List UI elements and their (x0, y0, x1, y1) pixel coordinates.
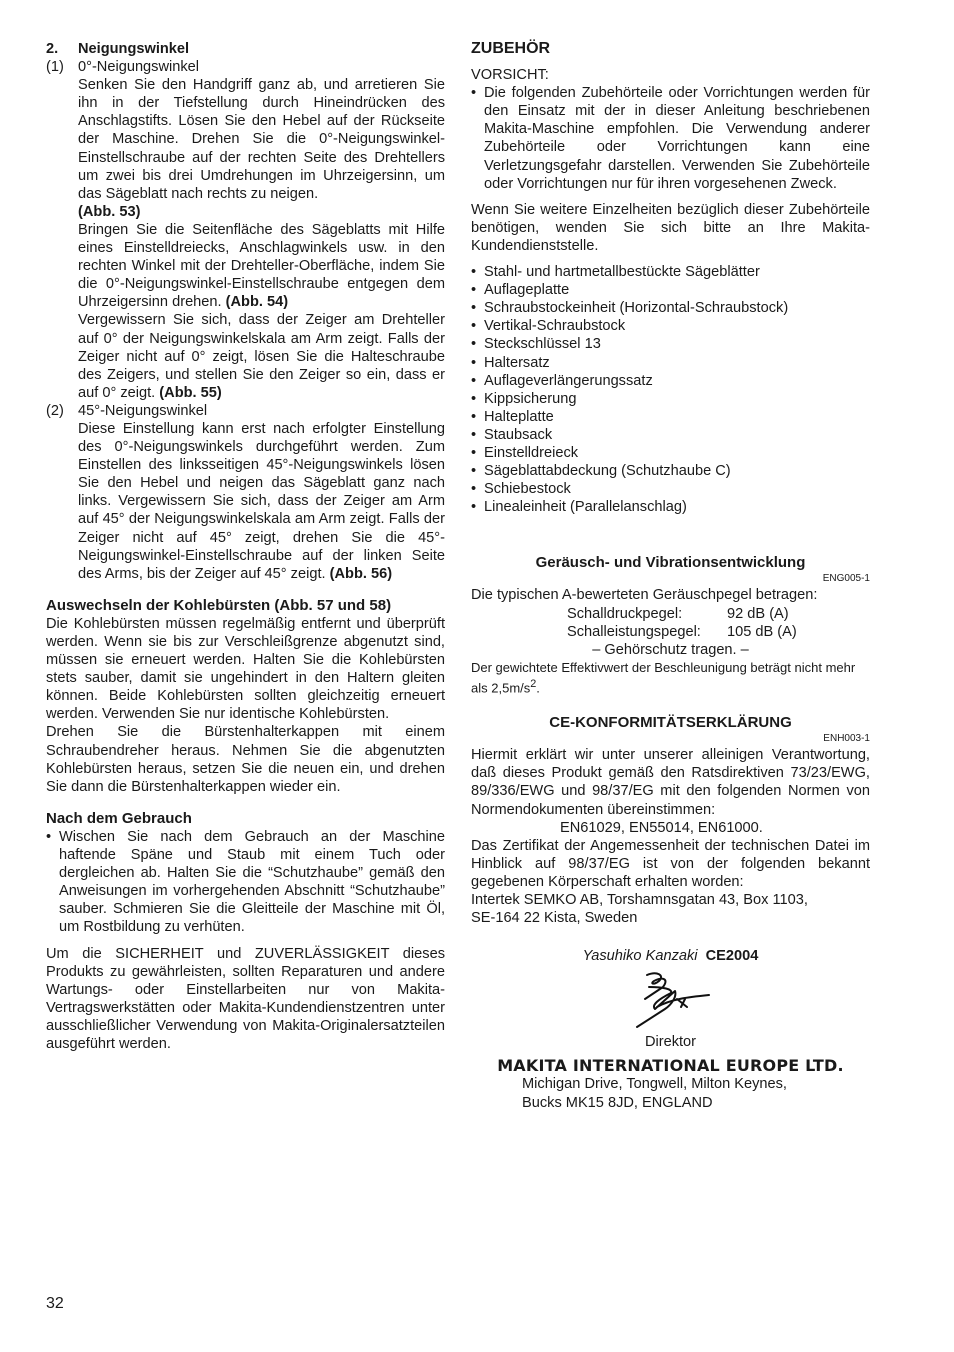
list-item (46, 828, 445, 937)
accessory-item: • Schiebestock (471, 480, 870, 498)
paragraph: Hiermit erklärt wir unter unserer alleinigen Verantwortung, daß dieses Produkt gemäß den Ratsdirektiven 73/23/EWG, 89/336/EWG und 98/37/EG mit den folgenden Normen von Normendokumenten übereinstimmen: (471, 747, 870, 818)
paragraph: Wenn Sie weitere Einzelheiten bezüglich dieser Zubehörteile benötigen, wenden Sie sich bitte an Ihre Makita-Kundendienststelle. (471, 201, 870, 254)
figure-ref: (Abb. 53) (78, 203, 141, 220)
accessory-item: • Einstelldreieck (471, 444, 870, 462)
company-name: MAKITA INTERNATIONAL EUROPE LTD. (497, 1056, 844, 1076)
accessories-list (471, 263, 870, 516)
accessory-item: • Stahl- und hartmetallbestückte Sägeblätter (471, 263, 870, 281)
vibration-note (471, 659, 870, 696)
spec-label: Schalleistungspegel: (567, 623, 701, 640)
signer-name: Yasuhiko Kanzaki (582, 948, 698, 965)
subsection-label: 45°-Neigungswinkel (78, 402, 208, 419)
accessory-item: • Vertikal-Schraubstock (471, 317, 870, 335)
paragraph (46, 311, 445, 401)
doc-code: ENG005-1 (822, 573, 870, 585)
accessory-item: • Auflageverlängerungssatz (471, 372, 870, 390)
section-2-heading (46, 40, 445, 58)
address-line: Bucks MK15 8JD, ENGLAND (522, 1094, 713, 1111)
norms: EN61029, EN55014, EN61000. (560, 819, 763, 836)
vibration-exponent: 2 (530, 677, 537, 690)
spec-label: Schalldruckpegel: (567, 605, 683, 622)
hearing-note: – Gehörschutz tragen. – (592, 641, 749, 658)
sound-power-row (471, 623, 870, 641)
accessory-item: • Sägeblattabdeckung (Schutzhaube C) (471, 462, 870, 480)
accessories-heading: ZUBEHÖR (471, 40, 551, 57)
paragraph-text: Vergewissern Sie sich, dass der Zeiger am Drehteller auf 0° der Neigungswinkelskala am Arm zeigt. Falls der Zeiger nicht auf 0° zeigt, lösen Sie die Halteschraube des Zeigers, und stellen Sie den Zeiger so ein, dass er auf 0° zeigt. (78, 312, 445, 401)
vibration-end: . (536, 680, 540, 696)
brushes-heading: Auswechseln der Kohlebürsten (Abb. 57 und 58) (46, 596, 392, 614)
caution-list (471, 84, 870, 193)
figure-ref: (Abb. 54) (225, 294, 289, 311)
paragraph: Die Kohlebürsten müssen regelmäßig entfernt und überprüft werden. Wenn sie bis zur Verschleißgrenze abgenutzt sind, müssen sie erneuert werden. Halten Sie die Kohlebürsten stets sauber, damit sie ungehindert in den Haltern gleiten können. Beide Kohlebürsten sollten gleichzeitig erneuert werden. Verwenden Sie nur identische Kohlebürsten. (46, 615, 445, 723)
vibration-text: Der gewichtete Effektivwert der Beschleunigung beträgt nicht mehr als 2,5 (471, 659, 856, 696)
notified-body-line: SE-164 22 Kista, Sweden (471, 910, 638, 927)
paragraph: Das Zertifikat der Angemessenheit der technischen Datei im Hinblick auf 98/37/EG ist von der folgenden bekannt gegebenen Körperschaft erhalten worden: (471, 837, 870, 890)
doc-code: ENH003-1 (823, 733, 870, 745)
list-item (471, 84, 870, 193)
role: Direktor (644, 1034, 697, 1051)
accessory-item: • Kippsicherung (471, 390, 870, 408)
paragraph-text: Diese Einstellung kann erst nach erfolgter Einstellung des 0°-Neigungswinkels durchgeführt werden. Zum Einstellen des linksseitigen 45°-Neigungswinkels lösen Sie den Hebel und neigen das Sägeblatt ganz nach links. Vergewissern Sie sich, dass der Zeiger am Arm auf 45° der Neigungswinkelskala am Arm zeigt. Falls der Zeiger nicht auf 45° zeigt, drehen Sie die 45°-Neigungswinkel-Einstellschraube auf der linken Seite des Arms, bis der Zeiger auf 45° zeigt. (78, 420, 445, 582)
paragraph (46, 221, 445, 311)
after-use-heading: Nach dem Gebrauch (46, 809, 192, 827)
accessory-item: • Haltersatz (471, 354, 870, 372)
subsection-number: (1) (46, 59, 64, 76)
paragraph-text: Bringen Sie die Seitenfläche des Sägeblatts mit Hilfe eines Einstelldreiecks, Anschlagwinkels usw. in den rechten Winkel mit der Drehteller-Oberfläche, indem Sie die 0°-Neigungswinkel-Einstellschraube entgegen dem Uhrzeigersinn drehen. (78, 221, 445, 311)
paragraph: Drehen Sie die Bürstenhalterkappen mit einem Schraubendreher heraus. Nehmen Sie die abgenutzten Kohlebürsten heraus, setzen Sie die neuen ein, und drehen Sie dann die Bürstenhalterkappen wieder ein. (46, 724, 445, 795)
paragraph: Um die SICHERHEIT und ZUVERLÄSSIGKEIT dieses Produkts zu gewährleisten, sollten Reparaturen und andere Wartungs- oder Einstellarbeiten nur von Makita-Vertragswerkstätten oder Makita-Kundendienstzentren unter ausschließlicher Verwendung von Makita-Originalersatzteilen ausgeführt werden. (46, 945, 445, 1052)
accessory-item: • Halteplatte (471, 408, 870, 426)
figure-ref: (Abb. 56) (329, 565, 393, 582)
signature (471, 969, 870, 1033)
subsection-2-heading (46, 402, 445, 420)
figure-ref: (Abb. 55) (159, 384, 222, 401)
list-item-text: • Die folgenden Zubehörteile oder Vorrichtungen werden für den Einsatz mit der in dieser Anleitung beschriebenen Makita-Maschine empfohlen. Die Verwendung anderer Zubehörteile oder Vorrichtungen kann eine Verletzungsgefahr darstellen. Verwenden Sie Zubehörteile oder Vorrichtungen nur für ihren vorgesehenen Zweck. (484, 85, 870, 192)
signature-icon (629, 969, 713, 1031)
subsection-label: 0°-Neigungswinkel (78, 59, 200, 76)
subsection-1-heading (46, 58, 445, 76)
accessory-item: • Auflageplatte (471, 281, 870, 299)
paragraph (46, 76, 445, 221)
list-item-text: • Wischen Sie nach dem Gebrauch an der Maschine haftende Späne und Staub mit einem Tuch oder dergleichen ab. Halten Sie die “Schutzhaube” gemäß den Anweisungen im vorhergehenden Abschnitt “Schutzhaube” sauber. Schmieren Sie die Gleitteile der Maschine mit Öl, um Rostbildung zu verhüten. (59, 828, 445, 936)
address-line: Michigan Drive, Tongwell, Milton Keynes, (522, 1076, 787, 1093)
accessory-item: • Schraubstockeinheit (Horizontal-Schraubstock) (471, 299, 870, 317)
subsection-number: (2) (46, 402, 64, 419)
page-number: 32 (46, 1295, 64, 1312)
spec-value: 105 dB (A) (727, 623, 797, 640)
ce-year: CE2004 (705, 948, 759, 965)
paragraph-text: Senken Sie den Handgriff ganz ab, und arretieren Sie ihn in der Tiefstellung durch Hineindrücken des Anschlagstifts. Lösen Sie den Hebel auf der Rückseite der Maschine. Drehen Sie die 0°-Neigungswinkel-Einstellschraube auf der rechten Seite des Drehtellers um zwei bis drei Umdrehungen im Uhrzeigersinn, um das Sägeblatt nach rechts zu neigen. (78, 77, 445, 202)
ce-heading: CE-KONFORMITÄTSERKLÄRUNG (549, 714, 792, 732)
accessory-item: • Staubsack (471, 426, 870, 444)
right-column (471, 40, 870, 1112)
signer-line (471, 947, 870, 965)
left-column (46, 40, 445, 1053)
paragraph (46, 420, 445, 583)
accessory-item: • Linealeinheit (Parallelanschlag) (471, 498, 870, 516)
after-use-list (46, 828, 445, 937)
sound-pressure-row (471, 605, 870, 623)
notified-body-line: Intertek SEMKO AB, Torshamnsgatan 43, Box 1103, (471, 891, 808, 908)
paragraph: Die typischen A-bewerteten Geräuschpegel betragen: (471, 587, 818, 604)
vibration-unit: m/s (509, 680, 531, 696)
noise-heading: Geräusch- und Vibrationsentwicklung (535, 554, 806, 572)
caution-label: VORSICHT: (471, 67, 549, 84)
section-title: Neigungswinkel (78, 41, 190, 57)
spec-value: 92 dB (A) (727, 605, 789, 622)
accessory-item: • Steckschlüssel 13 (471, 335, 870, 353)
section-number: 2. (46, 41, 59, 57)
